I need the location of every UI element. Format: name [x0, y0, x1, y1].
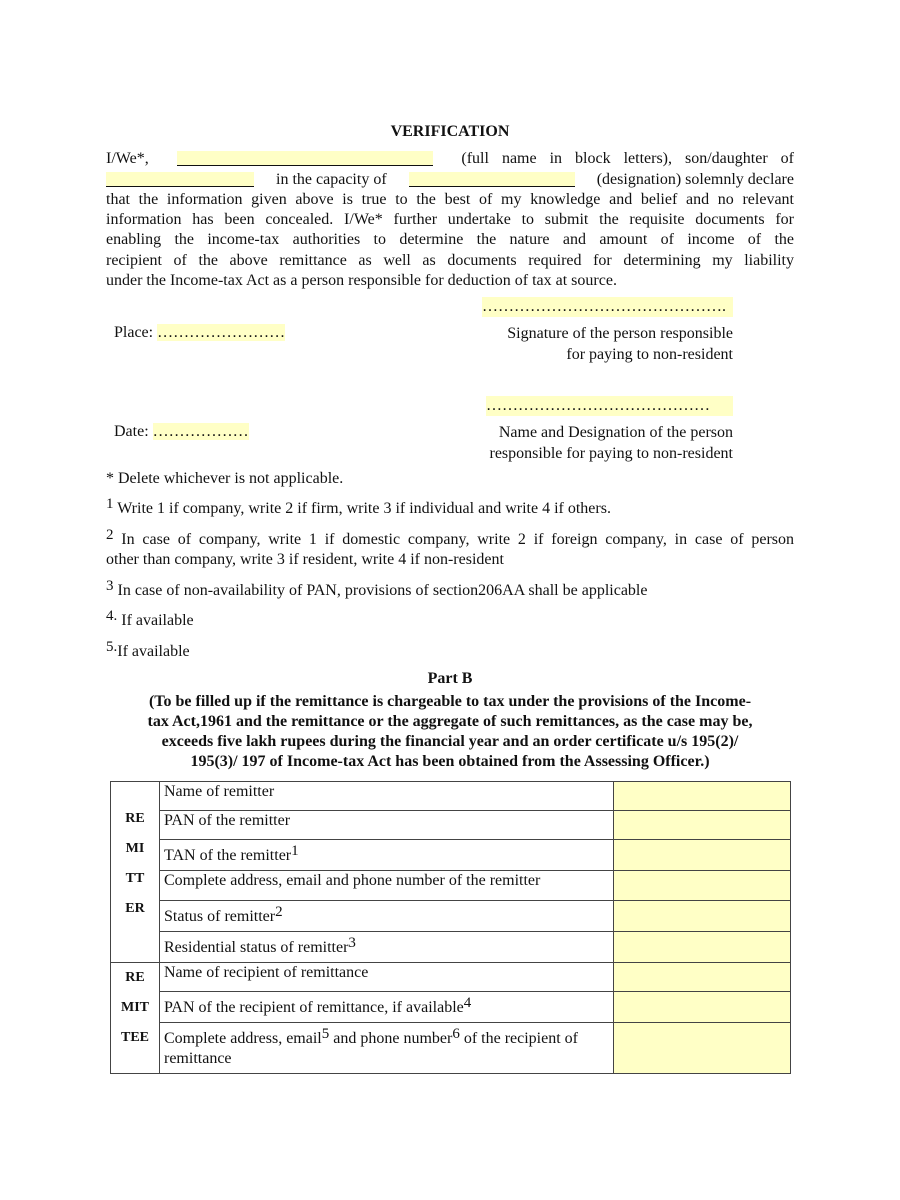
date-row	[114, 422, 249, 442]
declaration-line-2	[106, 170, 794, 190]
remitter-pan-field[interactable]	[614, 811, 791, 840]
footnote-ref: 1	[291, 843, 299, 859]
text: If available	[117, 643, 190, 660]
row-label: Name of remitter	[160, 782, 614, 811]
remitter-group-label	[111, 782, 160, 963]
footnote-ref: 4	[463, 995, 472, 1011]
text: RE	[125, 811, 145, 826]
footnote-1	[106, 496, 806, 519]
text: In case of non-availability of PAN, provisions of section206AA shall be applicable	[113, 582, 648, 599]
signature-caption	[400, 323, 733, 365]
footnote-number: 3	[106, 578, 114, 594]
row-label	[160, 932, 614, 963]
footnote-2	[106, 527, 794, 570]
text: Residential status of remitter	[164, 939, 349, 956]
text: responsible for paying to non-resident	[489, 445, 733, 462]
text: TAN of the remitter	[164, 847, 292, 864]
remitter-status-field[interactable]	[614, 901, 791, 932]
text: Write 1 if company, write 2 if firm, write 3 if individual and write 4 if others.	[113, 500, 611, 517]
signature-field[interactable]: ……………………………………….	[482, 297, 733, 317]
text: Name and Designation of the person	[498, 424, 733, 441]
footnote-5	[106, 639, 806, 662]
text: other than company, write 3 if resident, write 4 if non-resident	[106, 551, 504, 568]
declaration-line-7: under the Income-tax Act as a person responsible for deduction of tax at source.	[106, 272, 617, 289]
declaration-line-4: information has been concealed. I/We* further undertake to submit the requisite documents for	[106, 211, 794, 228]
recipient-name-field[interactable]	[614, 963, 791, 992]
text: RE	[125, 970, 145, 985]
footnote-ref: 6	[452, 1026, 460, 1042]
declaration-line-3: that the information given above is true to the best of my knowledge and belief and no relevant	[106, 191, 794, 208]
verification-title: VERIFICATION	[390, 123, 510, 140]
footnote-3	[106, 578, 806, 601]
part-b-heading	[106, 669, 794, 772]
parent-name-field[interactable]	[106, 172, 254, 187]
row-label: PAN of the remitter	[160, 811, 614, 840]
text: Complete address, email	[164, 1030, 322, 1047]
text: for paying to non-resident	[566, 346, 733, 363]
part-b-description: tax Act,1961 and the remittance or the aggregate of such remittances, as the case may be,	[147, 713, 753, 730]
declaration-line-1	[106, 149, 794, 169]
declaration-line-5: enabling the income-tax authorities to determine the nature and amount of income of the	[106, 231, 794, 248]
part-b-description: 195(3)/ 197 of Income-tax Act has been obtained from the Assessing Officer.)	[190, 753, 710, 770]
footnote-star: * Delete whichever is not applicable.	[106, 470, 344, 487]
remitter-name-field[interactable]	[614, 782, 791, 811]
name-designation-caption	[400, 422, 733, 464]
text: If available	[117, 612, 194, 629]
footnote-ref: 3	[348, 935, 356, 951]
row-label	[160, 840, 614, 871]
footnote-number: 2	[106, 527, 114, 543]
remitter-address-field[interactable]	[614, 871, 791, 901]
recipient-address-field[interactable]	[614, 1023, 791, 1074]
date-field[interactable]: ………………	[152, 423, 249, 440]
place-field[interactable]: ……………………	[157, 324, 286, 341]
text: of the recipient of remittance	[164, 1030, 578, 1067]
footnote-number: 5.	[106, 639, 118, 655]
row-label: Complete address, email and phone number of the remitter	[160, 871, 614, 901]
remitter-tan-field[interactable]	[614, 840, 791, 871]
part-b-description: exceeds five lakh rupees during the financial year and an order certificate u/s 195(2)/	[161, 733, 739, 750]
text: Status of remitter	[164, 908, 276, 925]
place-row	[114, 323, 285, 343]
text: TEE	[120, 1030, 149, 1045]
text: MIT	[121, 1000, 149, 1015]
text: Signature of the person responsible	[507, 325, 733, 342]
row-label	[160, 1023, 614, 1074]
remittee-group-label	[111, 963, 160, 1074]
name-designation-field[interactable]: ……………………………………	[486, 396, 733, 416]
text: PAN of the recipient of remittance, if available	[164, 999, 464, 1016]
part-b-title: Part B	[427, 670, 473, 687]
part-b-table	[110, 781, 791, 1074]
row-label	[160, 901, 614, 932]
footnote-4	[106, 608, 806, 631]
full-name-field[interactable]	[177, 151, 433, 166]
text: and phone number	[329, 1030, 453, 1047]
footnote-number: 1	[106, 496, 114, 512]
text: (full name in block letters), son/daughter of	[461, 150, 794, 167]
remitter-residential-status-field[interactable]	[614, 932, 791, 963]
text: in the capacity of	[276, 171, 387, 188]
text: TT	[125, 871, 145, 886]
footnote-ref: 2	[275, 904, 283, 920]
part-b-description: (To be filled up if the remittance is chargeable to tax under the provisions of the Income-	[148, 693, 752, 710]
footnote-ref: 5	[321, 1026, 330, 1042]
row-label	[160, 992, 614, 1023]
designation-field[interactable]	[409, 172, 575, 187]
footnote-number: 4.	[106, 608, 118, 624]
text: MI	[125, 841, 145, 856]
text: (designation) solemnly declare	[596, 171, 794, 188]
place-label: Place:	[114, 324, 154, 341]
text: I/We*,	[106, 150, 149, 167]
date-label: Date:	[114, 423, 149, 440]
recipient-pan-field[interactable]	[614, 992, 791, 1023]
row-label: Name of recipient of remittance	[160, 963, 614, 992]
text: ER	[125, 901, 145, 916]
text: In case of company, write 1 if domestic company, write 2 if foreign company, in case of person	[113, 531, 794, 548]
declaration-line-6: recipient of the above remittance as well as documents required for determining my liability	[106, 252, 794, 269]
